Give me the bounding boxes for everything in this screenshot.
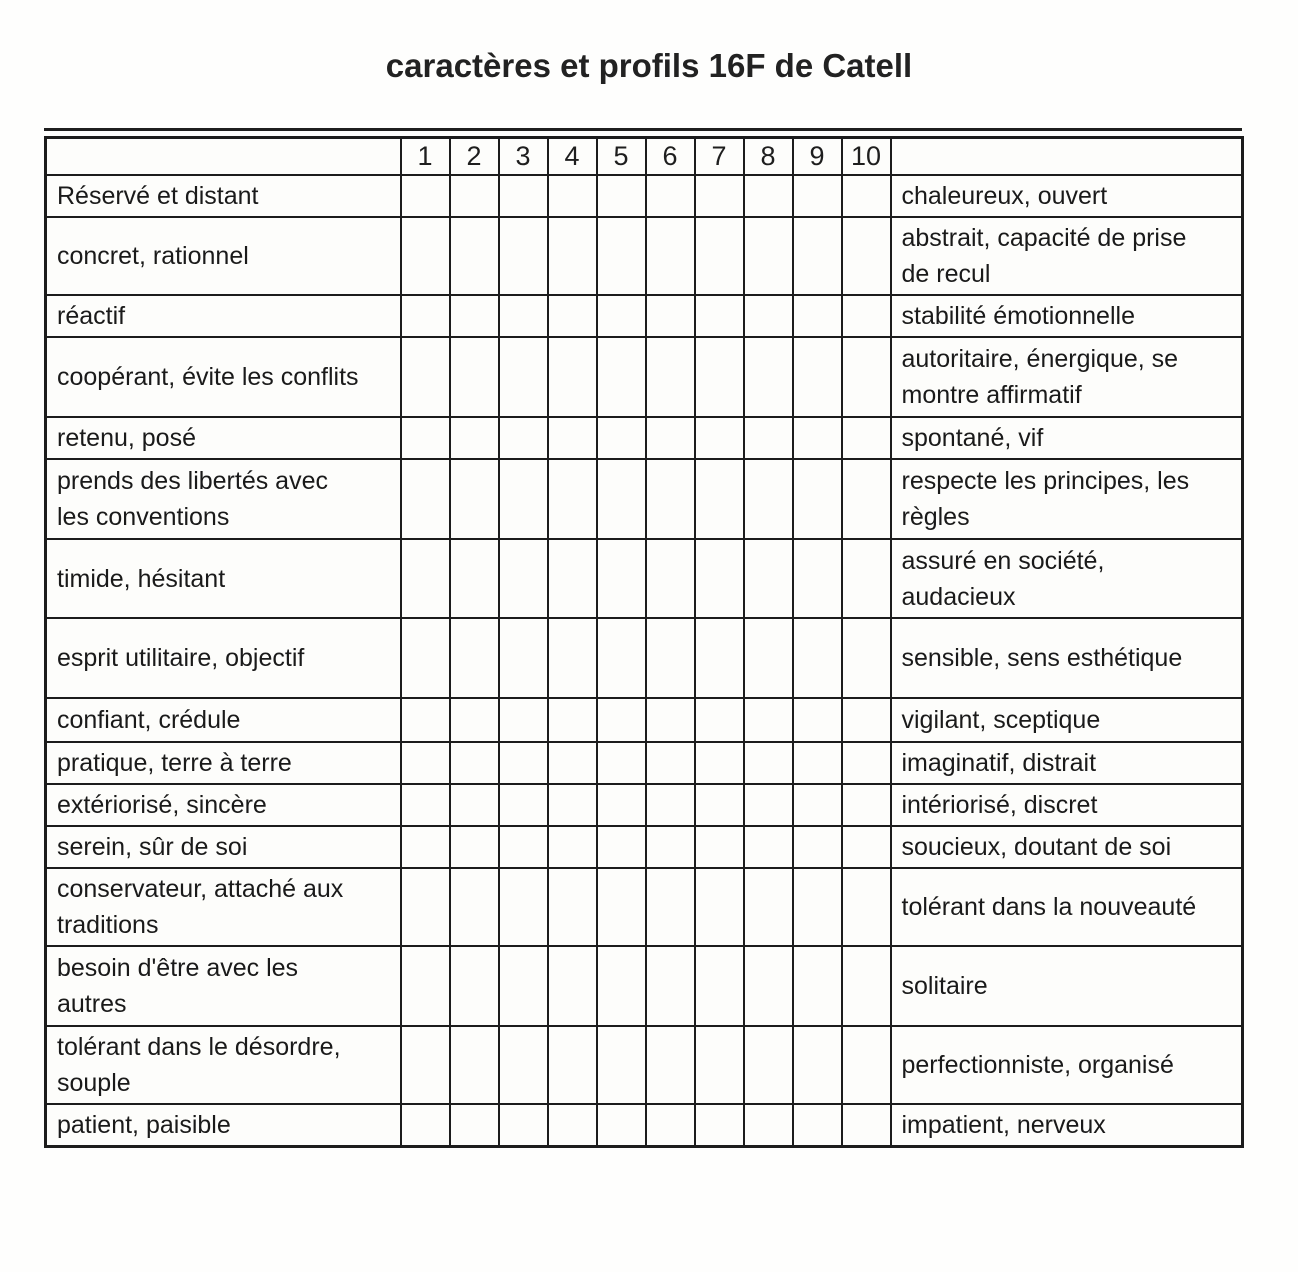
trait-row xyxy=(46,295,1243,337)
score-cell xyxy=(499,459,548,539)
score-cell xyxy=(597,868,646,946)
score-cell xyxy=(744,784,793,826)
score-cell xyxy=(548,742,597,784)
score-cell xyxy=(548,459,597,539)
trait-row xyxy=(46,742,1243,784)
score-cell xyxy=(744,1026,793,1104)
score-cell xyxy=(842,826,891,868)
score-cell xyxy=(744,217,793,295)
score-cell xyxy=(695,618,744,698)
score-cell xyxy=(548,417,597,459)
score-cell xyxy=(450,539,499,618)
score-cell xyxy=(401,337,450,417)
score-cell xyxy=(597,459,646,539)
header-right-empty-cell xyxy=(891,137,1243,175)
page-title: caractères et profils 16F de Catell xyxy=(385,47,913,84)
score-cell xyxy=(401,826,450,868)
score-cell xyxy=(401,217,450,295)
trait-left-cell: tolérant dans le désordre, souple xyxy=(46,1026,401,1104)
score-cell xyxy=(548,784,597,826)
score-cell xyxy=(401,1104,450,1147)
score-cell xyxy=(646,826,695,868)
score-column-header: 1 xyxy=(401,137,450,175)
score-cell xyxy=(548,337,597,417)
score-cell xyxy=(499,337,548,417)
score-column-header: 6 xyxy=(646,137,695,175)
score-cell xyxy=(842,417,891,459)
score-column-header: 9 xyxy=(793,137,842,175)
trait-right-cell: impatient, nerveux xyxy=(891,1104,1243,1147)
trait-row xyxy=(46,217,1243,295)
score-cell xyxy=(646,698,695,742)
score-cell xyxy=(499,1026,548,1104)
score-cell xyxy=(450,459,499,539)
score-cell xyxy=(842,698,891,742)
score-cell xyxy=(695,337,744,417)
trait-row xyxy=(46,337,1243,417)
score-cell xyxy=(793,698,842,742)
score-cell xyxy=(401,459,450,539)
score-cell xyxy=(842,217,891,295)
trait-row xyxy=(46,175,1243,217)
score-cell xyxy=(450,1026,499,1104)
score-cell xyxy=(597,539,646,618)
trait-left-cell: coopérant, évite les conflits xyxy=(46,337,401,417)
score-column-header: 7 xyxy=(695,137,744,175)
score-cell xyxy=(499,742,548,784)
trait-row xyxy=(46,1104,1243,1147)
score-cell xyxy=(842,459,891,539)
score-cell xyxy=(450,295,499,337)
score-cell xyxy=(401,295,450,337)
score-cell xyxy=(450,1104,499,1147)
score-cell xyxy=(695,539,744,618)
score-cell xyxy=(401,698,450,742)
score-cell xyxy=(646,459,695,539)
table-container xyxy=(44,128,1242,1149)
score-cell xyxy=(597,1104,646,1147)
trait-row xyxy=(46,784,1243,826)
score-cell xyxy=(597,742,646,784)
score-cell xyxy=(597,175,646,217)
trait-right-cell: abstrait, capacité de prise de recul xyxy=(891,217,1243,295)
score-cell xyxy=(597,826,646,868)
score-cell xyxy=(744,742,793,784)
score-cell xyxy=(646,946,695,1026)
score-cell xyxy=(499,175,548,217)
score-cell xyxy=(744,175,793,217)
score-cell xyxy=(450,742,499,784)
score-cell xyxy=(695,417,744,459)
score-cell xyxy=(793,946,842,1026)
score-cell xyxy=(548,175,597,217)
score-cell xyxy=(744,868,793,946)
score-column-header: 3 xyxy=(499,137,548,175)
score-cell xyxy=(695,1104,744,1147)
score-cell xyxy=(695,295,744,337)
score-cell xyxy=(548,868,597,946)
trait-left-cell: esprit utilitaire, objectif xyxy=(46,618,401,698)
score-cell xyxy=(744,417,793,459)
score-cell xyxy=(842,1104,891,1147)
trait-right-cell: stabilité émotionnelle xyxy=(891,295,1243,337)
score-cell xyxy=(744,459,793,539)
score-cell xyxy=(793,539,842,618)
trait-left-cell: patient, paisible xyxy=(46,1104,401,1147)
score-cell xyxy=(548,698,597,742)
score-column-header: 5 xyxy=(597,137,646,175)
score-cell xyxy=(450,946,499,1026)
trait-left-cell: serein, sûr de soi xyxy=(46,826,401,868)
score-cell xyxy=(548,618,597,698)
score-column-header: 8 xyxy=(744,137,793,175)
trait-left-cell: réactif xyxy=(46,295,401,337)
score-cell xyxy=(695,1026,744,1104)
score-cell xyxy=(646,1104,695,1147)
score-cell xyxy=(548,826,597,868)
trait-right-cell: vigilant, sceptique xyxy=(891,698,1243,742)
score-cell xyxy=(401,618,450,698)
trait-row xyxy=(46,946,1243,1026)
score-cell xyxy=(793,1104,842,1147)
score-cell xyxy=(499,698,548,742)
score-cell xyxy=(450,826,499,868)
score-cell xyxy=(450,417,499,459)
trait-left-cell: pratique, terre à terre xyxy=(46,742,401,784)
score-cell xyxy=(499,868,548,946)
trait-right-cell: spontané, vif xyxy=(891,417,1243,459)
score-cell xyxy=(744,295,793,337)
score-cell xyxy=(842,868,891,946)
score-cell xyxy=(450,698,499,742)
score-cell xyxy=(695,826,744,868)
trait-right-cell: autoritaire, énergique, se montre affirmatif xyxy=(891,337,1243,417)
score-cell xyxy=(842,784,891,826)
score-cell xyxy=(842,946,891,1026)
score-cell xyxy=(548,1026,597,1104)
score-cell xyxy=(793,1026,842,1104)
trait-left-cell: timide, hésitant xyxy=(46,539,401,618)
score-cell xyxy=(695,175,744,217)
score-cell xyxy=(597,946,646,1026)
trait-row xyxy=(46,868,1243,946)
score-cell xyxy=(499,826,548,868)
score-cell xyxy=(499,417,548,459)
score-cell xyxy=(793,742,842,784)
score-cell xyxy=(499,1104,548,1147)
trait-row xyxy=(46,698,1243,742)
header-left-empty-cell xyxy=(46,137,401,175)
trait-right-cell: sensible, sens esthétique xyxy=(891,618,1243,698)
trait-right-cell: imaginatif, distrait xyxy=(891,742,1243,784)
trait-left-cell: retenu, posé xyxy=(46,417,401,459)
score-cell xyxy=(793,337,842,417)
score-cell xyxy=(646,618,695,698)
personality-grid-table xyxy=(44,136,1244,1149)
score-cell xyxy=(548,217,597,295)
score-cell xyxy=(695,698,744,742)
trait-left-cell: concret, rationnel xyxy=(46,217,401,295)
score-cell xyxy=(646,742,695,784)
score-cell xyxy=(401,868,450,946)
trait-left-cell: conservateur, attaché aux traditions xyxy=(46,868,401,946)
score-cell xyxy=(548,295,597,337)
score-cell xyxy=(646,784,695,826)
score-cell xyxy=(646,217,695,295)
score-cell xyxy=(744,539,793,618)
trait-left-cell: besoin d'être avec les autres xyxy=(46,946,401,1026)
score-cell xyxy=(401,1026,450,1104)
score-column-header: 2 xyxy=(450,137,499,175)
score-cell xyxy=(499,946,548,1026)
score-cell xyxy=(695,217,744,295)
score-cell xyxy=(597,337,646,417)
score-cell xyxy=(548,1104,597,1147)
score-cell xyxy=(842,539,891,618)
score-cell xyxy=(793,417,842,459)
score-cell xyxy=(695,784,744,826)
score-cell xyxy=(597,784,646,826)
score-cell xyxy=(793,618,842,698)
score-cell xyxy=(744,618,793,698)
score-cell xyxy=(597,217,646,295)
scan-artifact-line xyxy=(44,128,1242,131)
score-cell xyxy=(597,618,646,698)
score-cell xyxy=(793,784,842,826)
trait-left-cell: Réservé et distant xyxy=(46,175,401,217)
score-cell xyxy=(646,337,695,417)
score-cell xyxy=(744,946,793,1026)
score-header-row xyxy=(46,137,1243,175)
trait-row xyxy=(46,539,1243,618)
score-cell xyxy=(695,868,744,946)
table-body xyxy=(46,175,1243,1147)
score-column-header: 4 xyxy=(548,137,597,175)
trait-right-cell: tolérant dans la nouveauté xyxy=(891,868,1243,946)
score-cell xyxy=(646,539,695,618)
score-cell xyxy=(401,784,450,826)
score-cell xyxy=(597,295,646,337)
score-cell xyxy=(499,618,548,698)
score-cell xyxy=(695,946,744,1026)
score-cell xyxy=(695,742,744,784)
score-cell xyxy=(842,295,891,337)
score-cell xyxy=(450,217,499,295)
score-cell xyxy=(646,1026,695,1104)
trait-right-cell: chaleureux, ouvert xyxy=(891,175,1243,217)
trait-right-cell: solitaire xyxy=(891,946,1243,1026)
score-cell xyxy=(450,868,499,946)
score-cell xyxy=(695,459,744,539)
score-cell xyxy=(793,868,842,946)
score-cell xyxy=(842,618,891,698)
score-cell xyxy=(842,1026,891,1104)
score-cell xyxy=(842,337,891,417)
trait-right-cell: soucieux, doutant de soi xyxy=(891,826,1243,868)
score-cell xyxy=(744,337,793,417)
score-cell xyxy=(548,539,597,618)
score-cell xyxy=(744,826,793,868)
trait-left-cell: prends des libertés avec les conventions xyxy=(46,459,401,539)
score-cell xyxy=(793,295,842,337)
score-cell xyxy=(401,417,450,459)
score-cell xyxy=(450,618,499,698)
score-cell xyxy=(548,946,597,1026)
score-cell xyxy=(646,868,695,946)
score-cell xyxy=(793,459,842,539)
trait-right-cell: intériorisé, discret xyxy=(891,784,1243,826)
score-cell xyxy=(499,295,548,337)
score-cell xyxy=(793,217,842,295)
score-cell xyxy=(499,539,548,618)
trait-row xyxy=(46,618,1243,698)
score-column-header: 10 xyxy=(842,137,891,175)
score-cell xyxy=(793,826,842,868)
trait-row xyxy=(46,417,1243,459)
score-cell xyxy=(597,698,646,742)
score-cell xyxy=(646,417,695,459)
score-cell xyxy=(842,175,891,217)
score-cell xyxy=(401,539,450,618)
trait-right-cell: respecte les principes, les règles xyxy=(891,459,1243,539)
score-cell xyxy=(401,946,450,1026)
score-cell xyxy=(842,742,891,784)
trait-row xyxy=(46,459,1243,539)
trait-row xyxy=(46,826,1243,868)
score-cell xyxy=(597,1026,646,1104)
trait-right-cell: perfectionniste, organisé xyxy=(891,1026,1243,1104)
header-row xyxy=(46,137,1243,175)
score-cell xyxy=(744,698,793,742)
score-cell xyxy=(450,175,499,217)
trait-left-cell: extériorisé, sincère xyxy=(46,784,401,826)
score-cell xyxy=(744,1104,793,1147)
score-cell xyxy=(450,784,499,826)
score-cell xyxy=(401,175,450,217)
score-cell xyxy=(646,295,695,337)
score-cell xyxy=(793,175,842,217)
score-cell xyxy=(499,217,548,295)
score-cell xyxy=(646,175,695,217)
score-cell xyxy=(499,784,548,826)
trait-right-cell: assuré en société, audacieux xyxy=(891,539,1243,618)
score-cell xyxy=(450,337,499,417)
trait-row xyxy=(46,1026,1243,1104)
score-cell xyxy=(597,417,646,459)
score-cell xyxy=(401,742,450,784)
trait-left-cell: confiant, crédule xyxy=(46,698,401,742)
